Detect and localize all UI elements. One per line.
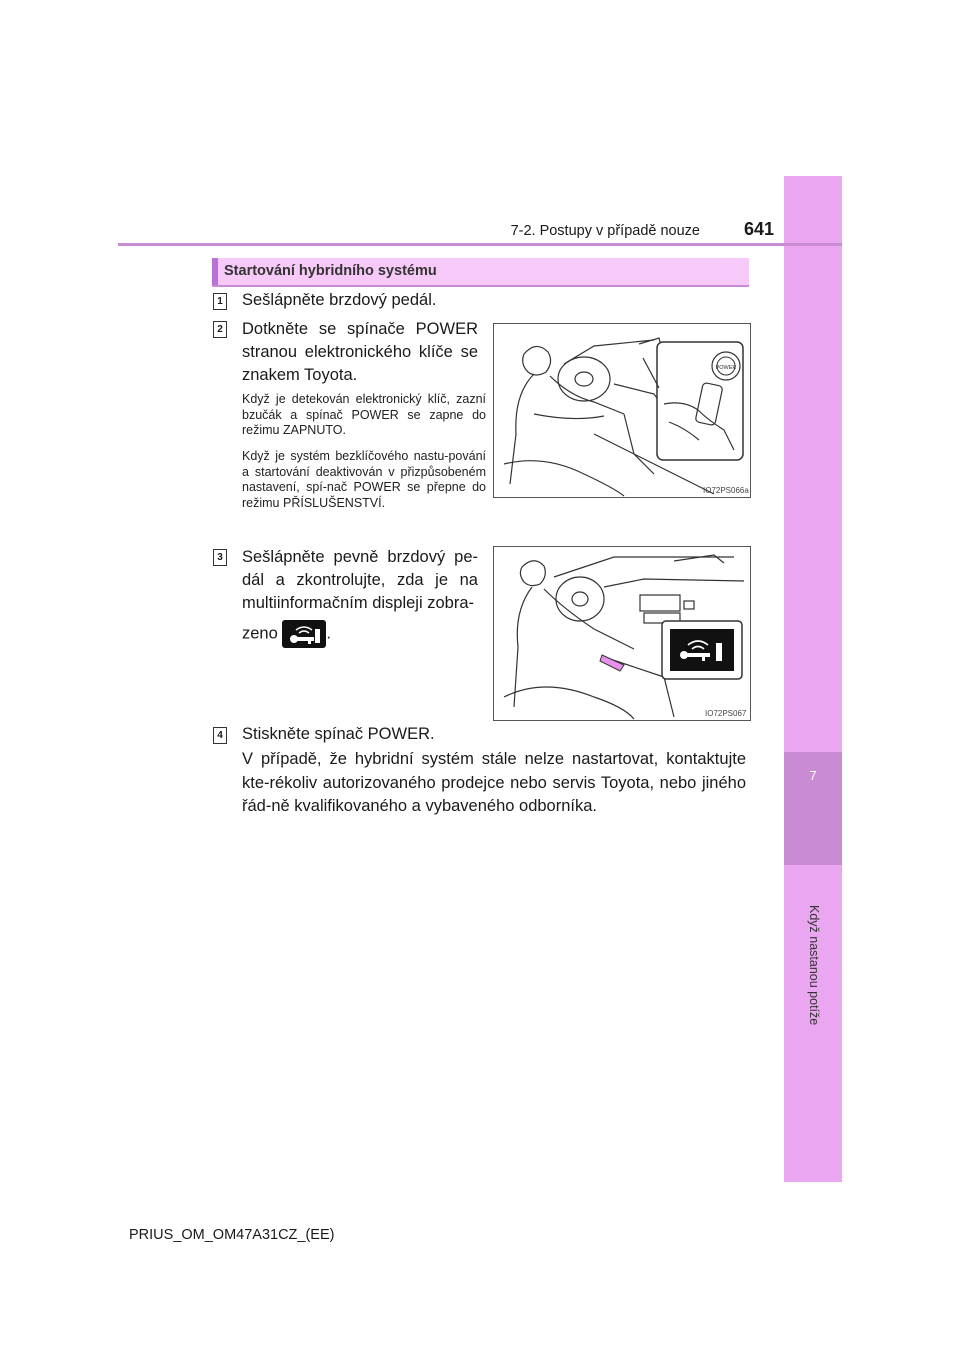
step-3-text: Sešlápněte pevně brzdový pe-dál a zkontrolujte, zda je na multiinformačním displeji zobra-: [242, 548, 478, 612]
step-4-text: Stiskněte spínač POWER.: [242, 725, 435, 743]
document-footer-code: PRIUS_OM_OM47A31CZ_(EE): [129, 1227, 335, 1243]
figure-multi-info-display: [493, 546, 751, 721]
chapter-title: Když nastanou potíže: [807, 905, 821, 1026]
figure-multi-info-display-drawing: [494, 547, 750, 720]
step-badge-4: 4: [213, 727, 227, 744]
figure-power-switch-drawing: [494, 324, 750, 497]
figure-power-switch: [493, 323, 751, 498]
figure-2-code: IO72PS067: [705, 709, 747, 718]
step-badge-2: 2: [213, 321, 227, 338]
step-3-text-end-word: zeno: [242, 624, 278, 643]
page-number: 641: [743, 219, 774, 239]
key-indicator-drawing: [282, 620, 326, 648]
chapter-side-tab: [784, 176, 842, 1182]
section-heading: Startování hybridního systému: [224, 263, 437, 279]
step-1-text: Sešlápněte brzdový pedál.: [242, 291, 437, 309]
section-title: 7-2. Postupy v případě nouze: [510, 223, 700, 239]
step-2-text: Dotkněte se spínače POWER stranou elektronického klíče se znakem Toyota.: [242, 320, 478, 384]
step-badge-1: 1: [213, 293, 227, 310]
chapter-number: 7: [809, 768, 817, 783]
step-2-note-2: Když je systém bezklíčového nastu-pování a startování deaktivován v přizpůsobeném nastavení, spí-nač POWER se přepne do režimu PŘÍSLUŠENSTVÍ.: [242, 449, 486, 510]
figure-1-code: IO72PS066a: [703, 486, 749, 495]
step-badge-3: 3: [213, 549, 227, 566]
step-3-period: .: [326, 624, 331, 643]
closing-paragraph: V případě, že hybridní systém stále nelze nastartovat, kontaktujte kte-rékoliv autorizovaného prodejce nebo servis Toyota, nebo jiného řád-ně kvalifikovaného a vybaveného odborníka.: [242, 750, 746, 815]
figure-power-button-label: POWER: [715, 365, 737, 371]
header-rule: [118, 243, 842, 246]
section-heading-accent: [212, 258, 218, 285]
step-3-text-end: [242, 620, 331, 648]
step-2-note-1: Když je detekován elektronický klíč, zazní bzučák a spínač POWER se zapne do režimu ZAPNUTO.: [242, 392, 486, 437]
key-wireless-indicator-icon: [282, 620, 326, 648]
